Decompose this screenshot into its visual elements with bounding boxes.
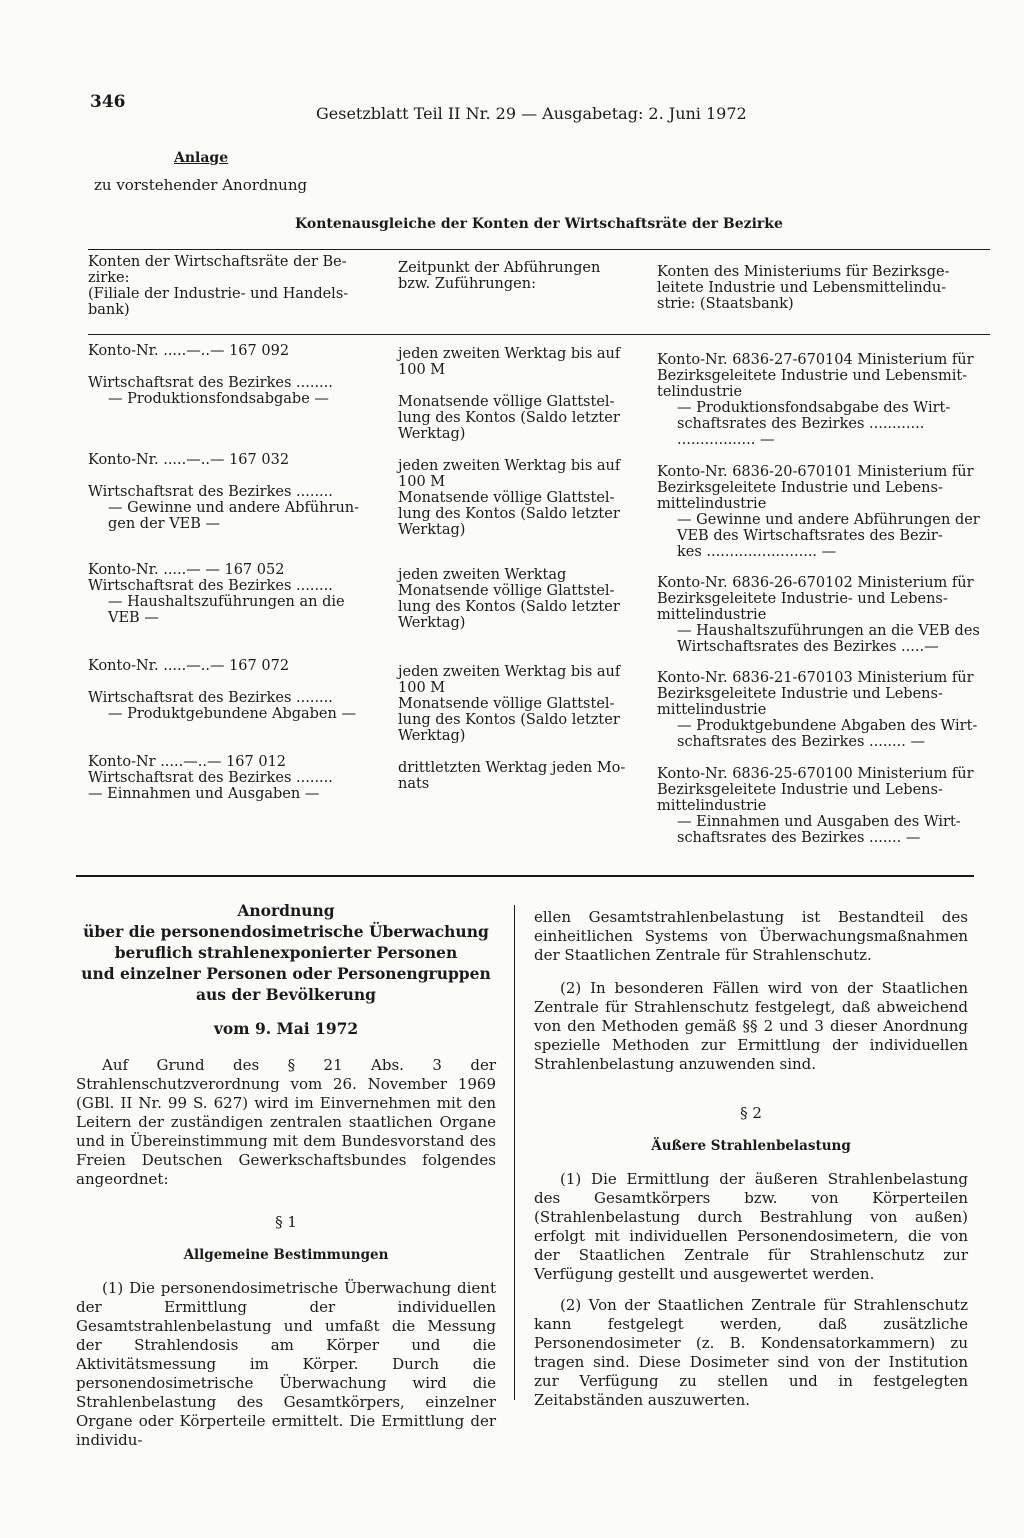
cell-line: Bezirksgeleitete Industrie und Lebens- bbox=[657, 782, 943, 798]
cell-line: Werktag) bbox=[398, 615, 466, 631]
cell-line: Bezirksgeleitete Industrie und Lebensmit- bbox=[657, 368, 968, 384]
cell-line: Wirtschaftsrat des Bezirkes ........ bbox=[88, 484, 333, 500]
cell-line: Konto-Nr .....—..— 167 012 bbox=[88, 754, 287, 770]
cell-line: Konto-Nr. .....— — 167 052 bbox=[88, 562, 285, 578]
section-1-title: Allgemeine Bestimmungen bbox=[183, 1247, 389, 1263]
table-row-4-col1 bbox=[88, 658, 378, 722]
table-row-3-col3 bbox=[657, 575, 987, 655]
cell-line: Wirtschaftsrates des Bezirkes .....— bbox=[677, 639, 939, 655]
cell-line: Bezirksgeleitete Industrie und Lebens- bbox=[657, 686, 943, 702]
ordinance-title-line: aus der Bevölkerung bbox=[195, 985, 377, 1004]
table-header-col1 bbox=[88, 254, 378, 318]
table-row-4-col3 bbox=[657, 670, 987, 750]
anlage-title: Anlage bbox=[174, 150, 229, 166]
cell-line: Wirtschaftsrat des Bezirkes ........ bbox=[88, 690, 333, 706]
table-row-5-col3 bbox=[657, 766, 987, 846]
table-row-4-col2 bbox=[398, 664, 643, 744]
table-row-1-col2 bbox=[398, 346, 643, 442]
ordinance-title-line: über die personendosimetrische Überwachung bbox=[83, 922, 489, 941]
table-row-2-col1 bbox=[88, 452, 378, 532]
cell-line: lung des Kontos (Saldo letzter bbox=[398, 599, 620, 615]
table-row-1-col3 bbox=[657, 352, 987, 448]
cell-line: telindustrie bbox=[657, 384, 743, 400]
section-2-paragraph-1: (1) Die Ermittlung der äußeren Strahlenbelastung des Gesamtkörpers bzw. von Körperteilen (Strahlenbelastung durch Bestrahlung von außen) erfolgt mit individuellen Personendosimetern, die von der Staatlichen Zentrale für Strahlenschutz zur Verfügung gestellt und ausgewertet werden. bbox=[534, 1170, 968, 1283]
cell-line: — Produktgebundene Abgaben — bbox=[108, 706, 356, 722]
cell-line: Bezirksgeleitete Industrie- und Lebens- bbox=[657, 591, 948, 607]
cell-line: — Produktionsfondsabgabe — bbox=[108, 391, 329, 407]
cell-line: Konto-Nr. .....—..— 167 072 bbox=[88, 658, 290, 674]
cell-line: drittletzten Werktag jeden Mo- bbox=[398, 760, 626, 776]
ordinance-preamble: Auf Grund des § 21 Abs. 3 der Strahlenschutzverordnung vom 26. November 1969 (GBl. II Nr. 99 S. 627) wird im Einvernehmen mit den Leitern der zuständigen zentralen staatlichen Organe und in Übereinstimmung mit dem Bundesvorstand des Freien Deutschen Gewerkschaftsbundes folgendes angeordnet: bbox=[76, 1056, 496, 1188]
cell-line: Monatsende völlige Glattstel- bbox=[398, 490, 615, 506]
table-row-3-col2 bbox=[398, 567, 643, 631]
header-line: Zeitpunkt der Abführungen bbox=[398, 260, 601, 276]
cell-line: Wirtschaftsrat des Bezirkes ........ bbox=[88, 375, 333, 391]
cell-line: lung des Kontos (Saldo letzter bbox=[398, 712, 620, 728]
cell-line: mittelindustrie bbox=[657, 496, 767, 512]
table-title: Kontenausgleiche der Konten der Wirtschaftsräte der Bezirke bbox=[295, 216, 783, 232]
cell-line: schaftsrates des Bezirkes ....... — bbox=[677, 830, 921, 846]
cell-line: jeden zweiten Werktag bis auf bbox=[398, 664, 621, 680]
cell-line: ................. — bbox=[677, 432, 775, 448]
header-line: strie: (Staatsbank) bbox=[657, 296, 794, 312]
header-line: bzw. Zuführungen: bbox=[398, 276, 536, 292]
header-line: bank) bbox=[88, 302, 130, 318]
right-column bbox=[534, 908, 968, 1410]
table-row-3-col1 bbox=[88, 562, 378, 626]
header-line: zirke: bbox=[88, 270, 130, 286]
table-row-5-col1 bbox=[88, 754, 378, 802]
table-header-col3 bbox=[657, 264, 987, 312]
cell-line: Werktag) bbox=[398, 426, 466, 442]
cell-line: jeden zweiten Werktag bis auf bbox=[398, 458, 621, 474]
header-line: Konten der Wirtschaftsräte der Be- bbox=[88, 254, 347, 270]
cell-line: Wirtschaftsrat des Bezirkes ........ bbox=[88, 770, 333, 786]
cell-line: schaftsrates des Bezirkes ............ bbox=[677, 416, 925, 432]
section-1-number: § 1 bbox=[275, 1213, 297, 1231]
section-2-title: Äußere Strahlenbelastung bbox=[651, 1138, 851, 1154]
cell-line: Monatsende völlige Glattstel- bbox=[398, 696, 615, 712]
section-2-paragraph-2: (2) Von der Staatlichen Zentrale für Strahlenschutz kann festgelegt werden, daß zusätzliche Personendosimeter (z. B. Kondensatorkammern) zu tragen sind. Diese Dosimeter sind von der Institution zur Verfügung zu stellen und in festgelegten Zeitabständen auszuwerten. bbox=[534, 1296, 968, 1409]
table-top-rule bbox=[88, 249, 990, 250]
table-row-2-col3 bbox=[657, 464, 987, 560]
cell-line: 100 M bbox=[398, 362, 446, 378]
cell-line: — Gewinne und andere Abführun- bbox=[108, 500, 360, 516]
ordinance-title-line: beruflich strahlenexponierter Personen bbox=[114, 943, 458, 962]
ordinance-title bbox=[76, 900, 496, 1005]
cell-line: — Gewinne und andere Abführungen der bbox=[677, 512, 980, 528]
cell-line: Wirtschaftsrat des Bezirkes ........ bbox=[88, 578, 333, 594]
cell-line: Monatsende völlige Glattstel- bbox=[398, 583, 615, 599]
section-divider-rule bbox=[76, 875, 974, 877]
cell-line: gen der VEB — bbox=[108, 516, 221, 532]
table-row-1-col1 bbox=[88, 343, 378, 407]
cell-line: Konto-Nr. 6836-26-670102 Ministerium für bbox=[657, 575, 974, 591]
cell-line: Monatsende völlige Glattstel- bbox=[398, 394, 615, 410]
table-header-col2 bbox=[398, 260, 643, 292]
cell-line: Konto-Nr. 6836-21-670103 Ministerium für bbox=[657, 670, 974, 686]
section-1-paragraph-1-continued: ellen Gesamtstrahlenbelastung ist Bestandteil des einheitlichen Systems von Überwachungsmaßnahmen der Staatlichen Zentrale für Strahlenschutz. bbox=[534, 908, 968, 964]
cell-line: VEB — bbox=[108, 610, 159, 626]
column-separator bbox=[514, 905, 515, 1400]
cell-line: — Haushaltszuführungen an die bbox=[108, 594, 345, 610]
header-line: leitete Industrie und Lebensmittelindu- bbox=[657, 280, 947, 296]
cell-line: Konto-Nr. .....—..— 167 092 bbox=[88, 343, 290, 359]
cell-line: Konto-Nr. 6836-27-670104 Ministerium für bbox=[657, 352, 974, 368]
page-number: 346 bbox=[90, 92, 126, 112]
cell-line: Bezirksgeleitete Industrie und Lebens- bbox=[657, 480, 943, 496]
table-row-2-col2 bbox=[398, 458, 643, 538]
cell-line: Konto-Nr. .....—..— 167 032 bbox=[88, 452, 290, 468]
cell-line: mittelindustrie bbox=[657, 798, 767, 814]
section-1-paragraph-1: (1) Die personendosimetrische Überwachung dient der Ermittlung der individuellen Gesamtstrahlenbelastung und umfaßt die Messung der Strahlendosis am Körper und die Aktivitätsmessung im Körper. Durch die personendosimetrische Überwachung wird die Strahlenbelastung des Gesamtkörpers, einzelner Organe oder Körperteile ermittelt. Die Ermittlung der individu- bbox=[76, 1279, 496, 1449]
header-line: (Filiale der Industrie- und Handels- bbox=[88, 286, 349, 302]
header-line: Konten des Ministeriums für Bezirksge- bbox=[657, 264, 950, 280]
cell-line: schaftsrates des Bezirkes ........ — bbox=[677, 734, 925, 750]
cell-line: — Haushaltszuführungen an die VEB des bbox=[677, 623, 980, 639]
cell-line: kes ........................ — bbox=[677, 544, 837, 560]
cell-line: Konto-Nr. 6836-25-670100 Ministerium für bbox=[657, 766, 974, 782]
cell-line: — Produktgebundene Abgaben des Wirt- bbox=[677, 718, 978, 734]
cell-line: 100 M bbox=[398, 474, 446, 490]
cell-line: Konto-Nr. 6836-20-670101 Ministerium für bbox=[657, 464, 974, 480]
cell-line: Werktag) bbox=[398, 522, 466, 538]
cell-line: VEB des Wirtschaftsrates des Bezir- bbox=[677, 528, 943, 544]
cell-line: — Einnahmen und Ausgaben — bbox=[88, 786, 320, 802]
section-2-number: § 2 bbox=[740, 1104, 762, 1122]
running-header-title: Gesetzblatt Teil II Nr. 29 — Ausgabetag: 2. Juni 1972 bbox=[316, 104, 747, 123]
cell-line: — Einnahmen und Ausgaben des Wirt- bbox=[677, 814, 961, 830]
cell-line: lung des Kontos (Saldo letzter bbox=[398, 506, 620, 522]
table-header-rule bbox=[88, 334, 990, 335]
cell-line: nats bbox=[398, 776, 430, 792]
cell-line: — Produktionsfondsabgabe des Wirt- bbox=[677, 400, 951, 416]
anlage-subtitle: zu vorstehender Anordnung bbox=[94, 176, 308, 194]
table-row-5-col2 bbox=[398, 760, 643, 792]
cell-line: jeden zweiten Werktag bis auf bbox=[398, 346, 621, 362]
section-1-paragraph-2: (2) In besonderen Fällen wird von der Staatlichen Zentrale für Strahlenschutz festgelegt, daß abweichend von den Methoden gemäß §§ 2 und 3 dieser Anordnung spezielle Methoden zur Ermittlung der individuellen Strahlenbelastung anzuwenden sind. bbox=[534, 979, 968, 1073]
cell-line: mittelindustrie bbox=[657, 702, 767, 718]
ordinance-title-line: und einzelner Personen oder Personengruppen bbox=[81, 964, 491, 983]
cell-line: mittelindustrie bbox=[657, 607, 767, 623]
cell-line: 100 M bbox=[398, 680, 446, 696]
cell-line: jeden zweiten Werktag bbox=[398, 567, 567, 583]
left-column bbox=[76, 900, 496, 1450]
cell-line: lung des Kontos (Saldo letzter bbox=[398, 410, 620, 426]
ordinance-title-line: Anordnung bbox=[237, 901, 335, 920]
ordinance-date: vom 9. Mai 1972 bbox=[213, 1019, 359, 1038]
cell-line: Werktag) bbox=[398, 728, 466, 744]
